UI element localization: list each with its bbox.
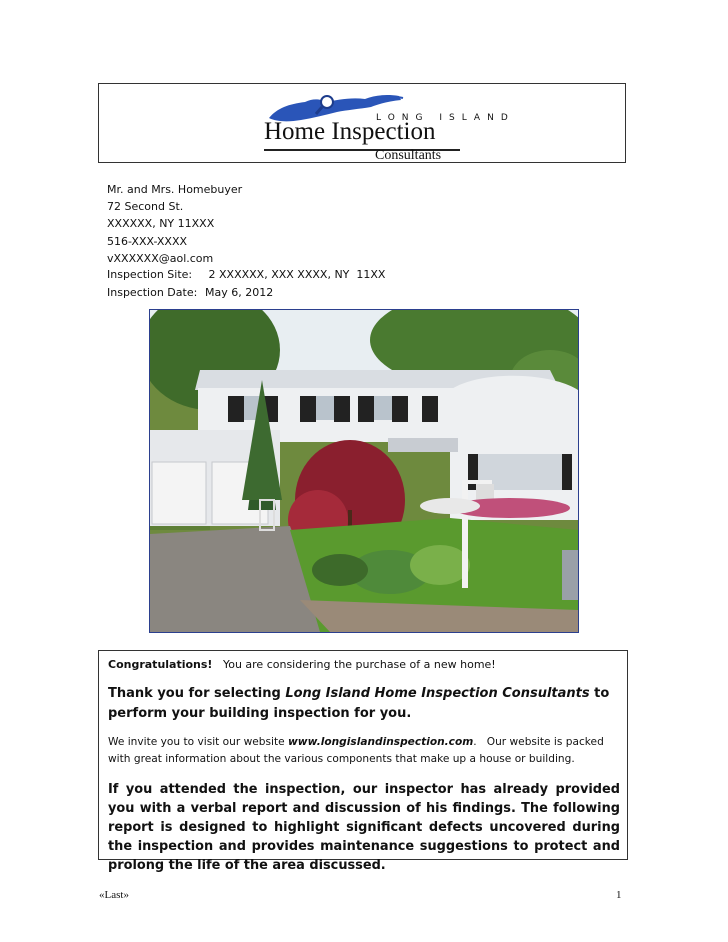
client-city: XXXXXX, NY 11XXX (107, 217, 215, 231)
thanks-pre: Thank you for selecting (108, 686, 286, 701)
invite-pre: We invite you to visit our website (108, 736, 289, 748)
client-email: vXXXXXX@aol.com (107, 251, 214, 265)
thanks-paragraph (108, 684, 623, 724)
thanks-company: Long Island Home Inspection Consultants (285, 686, 590, 701)
logo-sub-text: Consultants (375, 148, 442, 163)
website-link[interactable]: www.longislandinspection.com (288, 736, 474, 748)
client-address-block (107, 181, 242, 267)
inspection-site-row (107, 266, 385, 284)
thanks-post: to perform your building inspection for you. (108, 686, 610, 721)
congrats-line (108, 658, 496, 671)
client-phone: 516-XXX-XXXX (107, 234, 188, 248)
invite-post: . Our website is packed with great information about the various components that make up a house or building. (108, 736, 608, 765)
congrats-text: You are considering the purchase of a new home! (222, 658, 496, 671)
footer-merge-field: «Last» (99, 889, 129, 901)
inspection-date-label: Inspection Date: (107, 285, 198, 299)
inspection-date-value: May 6, 2012 (205, 285, 274, 299)
inspection-date-row (107, 284, 385, 302)
inspection-details (107, 266, 385, 301)
website-paragraph (108, 734, 623, 767)
client-street: 72 Second St. (107, 200, 184, 214)
letterhead-box (98, 83, 626, 163)
report-paragraph: If you attended the inspection, our inspector has already provided you with a verbal report and discussion of his findings. The following report is designed to highlight significant defects uncovered during the inspection and provides maintenance suggestions to protect and prolong the life of the area discussed. (108, 782, 620, 873)
page-number: 1 (616, 889, 622, 901)
logo-main-text: Home Inspection (264, 118, 436, 145)
congrats-label: Congratulations! (108, 658, 213, 671)
inspection-site-value: 2 XXXXXX, XXX XXXX, NY 11XX (205, 268, 386, 281)
inspection-site-label: Inspection Site: (107, 268, 193, 281)
house-photo (149, 309, 579, 633)
welcome-message-box (98, 650, 628, 873)
logo-top-text: LONG ISLAND (376, 113, 515, 123)
client-name: Mr. and Mrs. Homebuyer (107, 183, 243, 196)
